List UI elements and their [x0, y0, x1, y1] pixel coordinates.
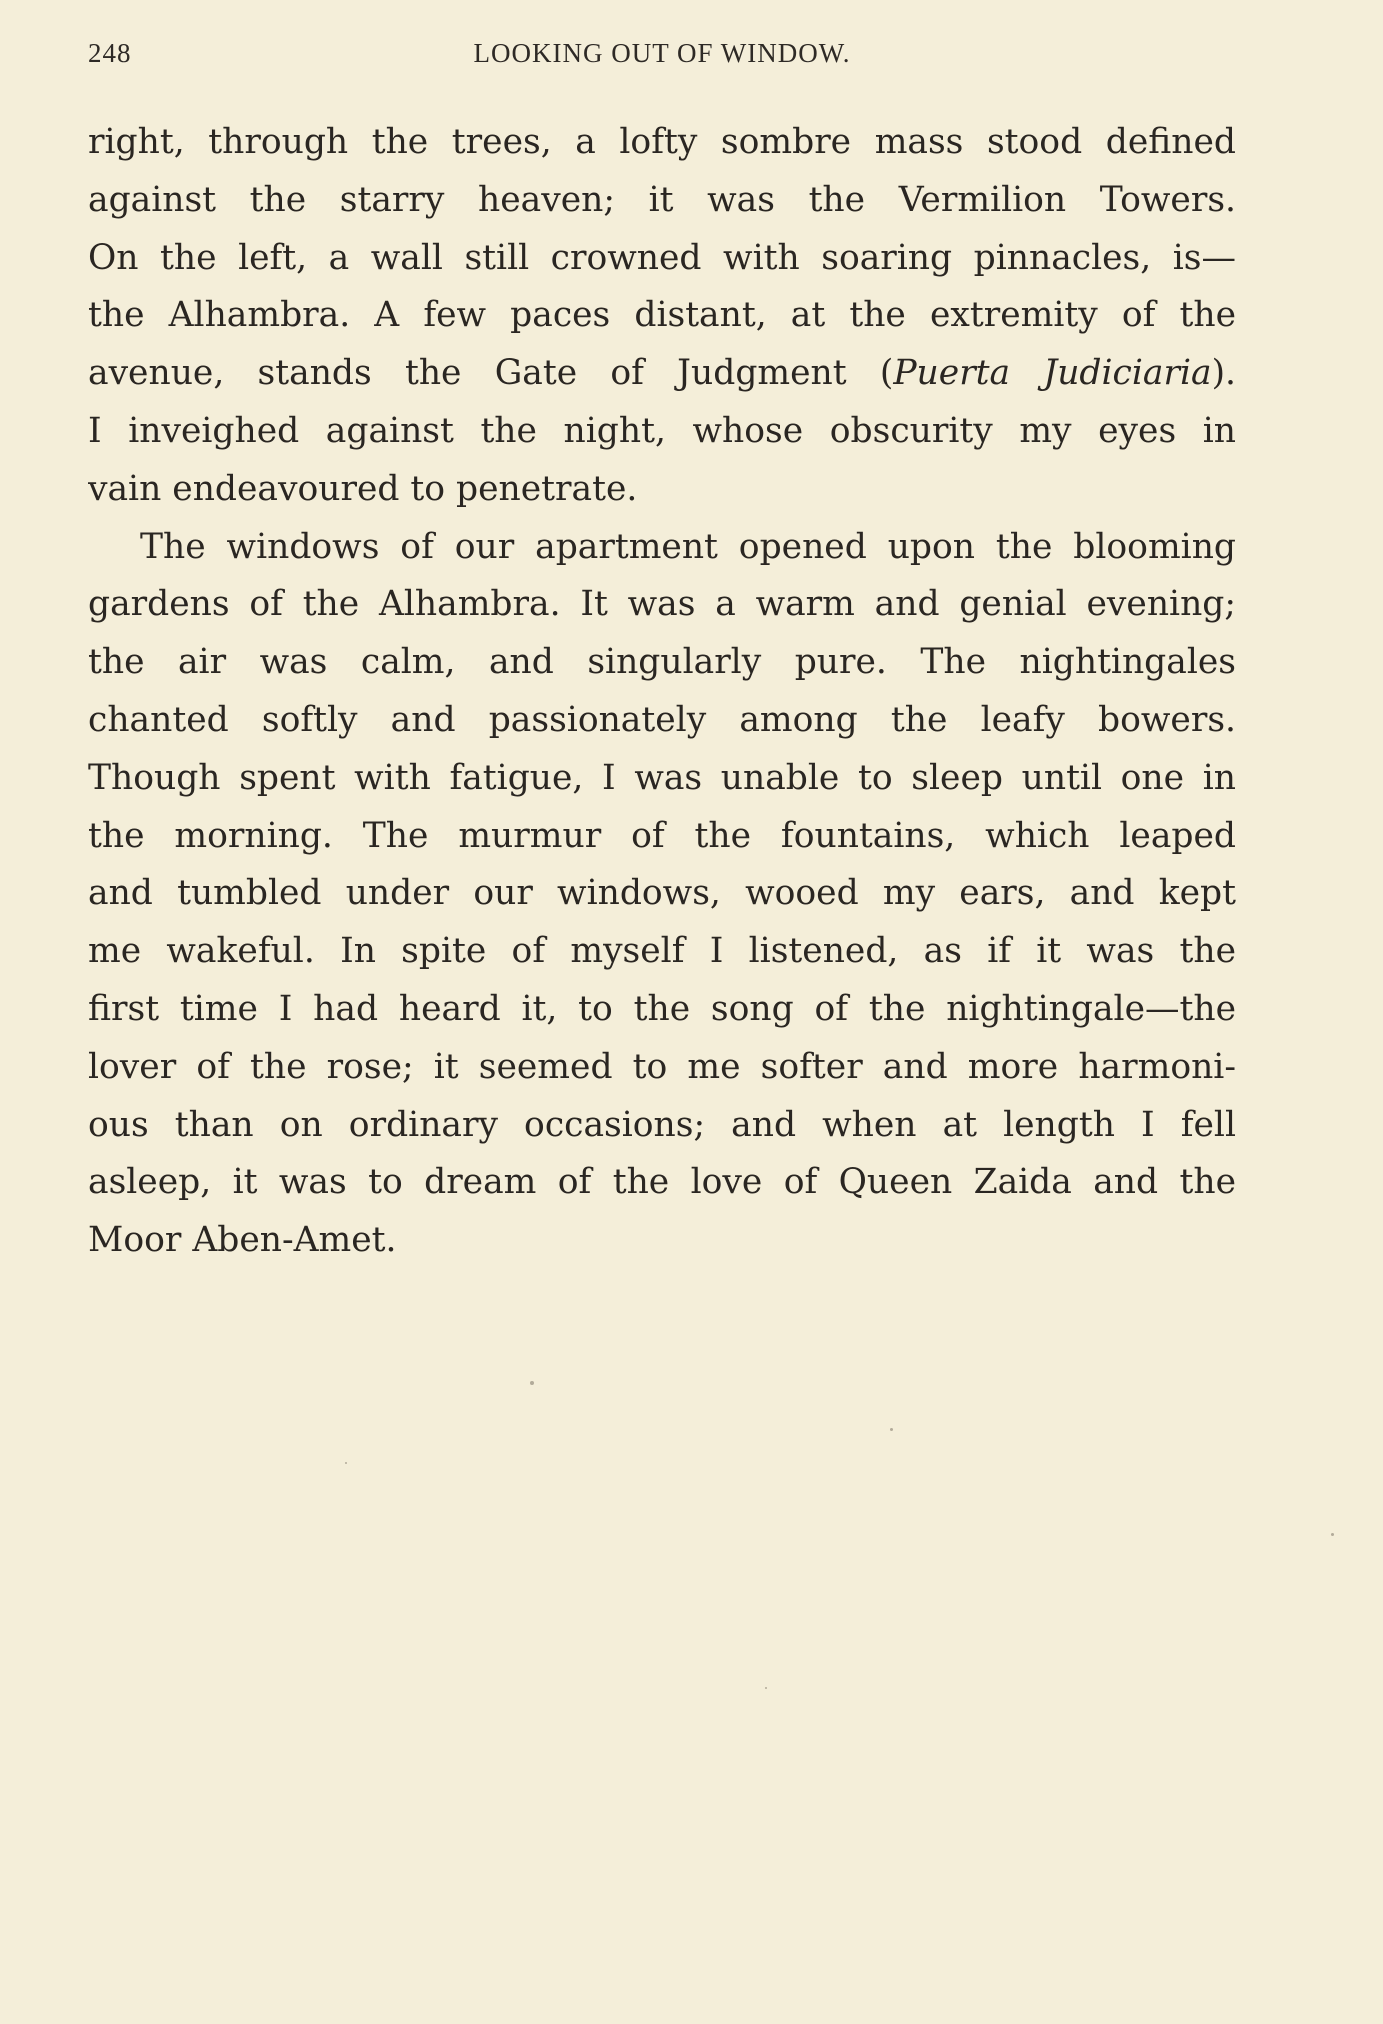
- text-line: chanted softly and passionately among the leafy bowers.: [88, 699, 1236, 740]
- text-line: the morning. The murmur of the fountains, which leaped: [88, 815, 1236, 856]
- text-line: Though spent with fatigue, I was unable to sleep until one in: [88, 757, 1236, 798]
- text-line: ous than on ordinary occasions; and when at length I fell: [88, 1104, 1236, 1145]
- paper-speck: [765, 1687, 767, 1689]
- text-line: and tumbled under our windows, wooed my ears, and kept: [88, 873, 1236, 914]
- text-line: I inveighed against the night, whose obscurity my eyes in: [88, 410, 1236, 451]
- paper-speck: [890, 1428, 893, 1431]
- text-line: the Alhambra. A few paces distant, at the extremity of the: [88, 295, 1236, 336]
- text-line: gardens of the Alhambra. It was a warm and genial evening;: [88, 584, 1236, 625]
- text-line: vain endeavoured to penetrate.: [88, 468, 638, 509]
- text-line: me wakeful. In spite of myself I listened, as if it was the: [88, 931, 1236, 972]
- text-line: On the left, a wall still crowned with soaring pinnacles, is—: [88, 237, 1236, 278]
- running-title: LOOKING OUT OF WINDOW.: [473, 38, 851, 68]
- text-line: right, through the trees, a lofty sombre mass stood defined: [88, 122, 1236, 162]
- paper-speck: [345, 1462, 347, 1464]
- text-line: first time I had heard it, to the song of the nightingale—the: [88, 988, 1236, 1029]
- text-line: asleep, it was to dream of the love of Queen Zaida and the: [88, 1162, 1236, 1203]
- italic-phrase: Puerta Judiciaria: [893, 353, 1212, 394]
- text-line: against the starry heaven; it was the Vermilion Towers.: [88, 179, 1236, 220]
- text-line: avenue, stands the Gate of Judgment (Puerta Judiciaria).: [88, 353, 1236, 394]
- running-head: [88, 38, 1236, 78]
- text-line: Moor Aben-Amet.: [88, 1220, 397, 1261]
- text-line: lover of the rose; it seemed to me softer and more harmoni-: [88, 1046, 1236, 1087]
- body-text: [88, 114, 1236, 1270]
- text-line: the air was calm, and singularly pure. The nightingales: [88, 642, 1236, 683]
- paragraph: [88, 519, 1236, 1270]
- paragraph: [88, 114, 1236, 519]
- text-line: The windows of our apartment opened upon the blooming: [140, 526, 1236, 567]
- paper-speck: [1331, 1533, 1334, 1536]
- paper-speck: [530, 1381, 534, 1385]
- page-number: 248: [88, 38, 132, 68]
